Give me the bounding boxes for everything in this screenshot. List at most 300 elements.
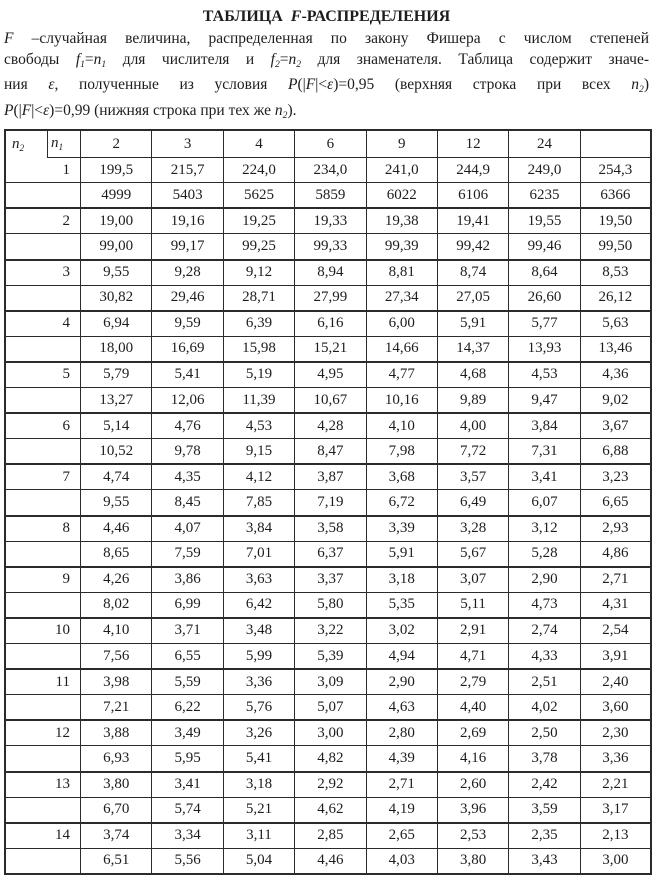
value-cell: 26,60: [509, 286, 580, 312]
value-cell: 3,36: [224, 670, 295, 695]
value-cell: 3,80: [438, 849, 509, 875]
text-segment: F: [4, 30, 14, 47]
value-cell: 99,17: [152, 234, 223, 260]
value-cell: 249,0: [509, 158, 580, 183]
value-cell: 9,89: [438, 388, 509, 414]
value-cell: 3,84: [224, 517, 295, 542]
intro-line-2: [4, 50, 649, 76]
value-cell: 4,02: [509, 695, 580, 721]
row-n2-11-p095: [6, 670, 652, 695]
row-n2-1-p095: [6, 158, 652, 183]
row-n2-14-p095: [6, 824, 652, 849]
header-n1: [48, 131, 81, 158]
row-n2-10-p099: [6, 644, 652, 670]
value-cell: 5,91: [438, 312, 509, 337]
value-cell: 99,50: [581, 234, 652, 260]
empty-label-cell: [6, 644, 81, 670]
value-cell: 3,91: [581, 644, 652, 670]
value-cell: 2,85: [295, 824, 366, 849]
text-segment: f: [270, 50, 275, 68]
value-cell: 4,53: [224, 414, 295, 439]
value-cell: 7,59: [152, 542, 223, 568]
value-cell: 3,59: [509, 798, 580, 824]
value-cell: 2,40: [581, 670, 652, 695]
value-cell: 3,60: [581, 695, 652, 721]
value-cell: 4,00: [438, 414, 509, 439]
value-cell: 3,68: [367, 465, 438, 490]
value-cell: 5,79: [81, 363, 152, 388]
row-n2-label: 13: [6, 773, 81, 798]
value-cell: 14,66: [367, 337, 438, 363]
text-segment: ): [643, 76, 649, 94]
row-n2-5-p095: [6, 363, 652, 388]
text-segment: P: [288, 76, 298, 94]
value-cell: 3,58: [295, 517, 366, 542]
value-cell: 3,74: [81, 824, 152, 849]
value-cell: 8,47: [295, 439, 366, 465]
empty-label-cell: [6, 746, 81, 772]
value-cell: 3,63: [224, 568, 295, 593]
value-cell: 7,19: [295, 490, 366, 516]
value-cell: 6,22: [152, 695, 223, 721]
value-cell: 19,38: [367, 209, 438, 234]
value-cell: 9,59: [152, 312, 223, 337]
value-cell: 2,51: [509, 670, 580, 695]
value-cell: 6022: [367, 183, 438, 209]
text-segment: n: [631, 76, 640, 94]
value-cell: 3,02: [367, 619, 438, 644]
value-cell: 18,00: [81, 337, 152, 363]
value-cell: 4,31: [581, 593, 652, 619]
row-n2-4-p099: [6, 337, 652, 363]
text-segment: P: [4, 101, 14, 119]
row-n2-label: 3: [6, 261, 81, 286]
row-n2-4-p095: [6, 312, 652, 337]
empty-label-cell: [6, 849, 81, 875]
value-cell: 6,00: [367, 312, 438, 337]
value-cell: 4,62: [295, 798, 366, 824]
value-cell: 6,88: [581, 439, 652, 465]
row-n2-10-p095: [6, 619, 652, 644]
value-cell: 2,92: [295, 773, 366, 798]
value-cell: 5,41: [152, 363, 223, 388]
value-cell: 27,99: [295, 286, 366, 312]
value-cell: 8,65: [81, 542, 152, 568]
empty-label-cell: [6, 490, 81, 516]
value-cell: 6,37: [295, 542, 366, 568]
value-cell: 5,19: [224, 363, 295, 388]
value-cell: 99,39: [367, 234, 438, 260]
value-cell: 6,99: [152, 593, 223, 619]
empty-label-cell: [6, 183, 81, 209]
empty-label-cell: [6, 542, 81, 568]
value-cell: 99,46: [509, 234, 580, 260]
row-n2-label: 5: [6, 363, 81, 388]
value-cell: 10,52: [81, 439, 152, 465]
value-cell: 9,55: [81, 490, 152, 516]
value-cell: 3,37: [295, 568, 366, 593]
value-cell: 8,45: [152, 490, 223, 516]
value-cell: 15,98: [224, 337, 295, 363]
value-cell: 2,13: [581, 824, 652, 849]
row-n2-label: 8: [6, 517, 81, 542]
value-cell: 5,07: [295, 695, 366, 721]
value-cell: 99,00: [81, 234, 152, 260]
value-cell: 19,55: [509, 209, 580, 234]
text-segment: f: [75, 50, 81, 68]
text-segment: -РАСПРЕДЕЛЕНИЯ: [301, 8, 451, 25]
value-cell: 3,41: [509, 465, 580, 490]
row-n2-label: 14: [6, 824, 81, 849]
value-cell: 3,41: [152, 773, 223, 798]
value-cell: 2,79: [438, 670, 509, 695]
value-cell: 4,86: [581, 542, 652, 568]
value-cell: 4,53: [509, 363, 580, 388]
text-segment: =: [279, 50, 289, 68]
value-cell: 5403: [152, 183, 223, 209]
row-n2-label: 11: [6, 670, 81, 695]
text-segment: 2: [274, 58, 280, 70]
value-cell: 5625: [224, 183, 295, 209]
value-cell: 4,68: [438, 363, 509, 388]
value-cell: 5,35: [367, 593, 438, 619]
value-cell: 6,07: [509, 490, 580, 516]
value-cell: 7,98: [367, 439, 438, 465]
value-cell: 4,94: [367, 644, 438, 670]
value-cell: 6,72: [367, 490, 438, 516]
value-cell: 7,21: [81, 695, 152, 721]
column-header-4: 4: [224, 131, 295, 158]
value-cell: 5,74: [152, 798, 223, 824]
value-cell: 4,95: [295, 363, 366, 388]
value-cell: 30,82: [81, 286, 152, 312]
value-cell: 4,40: [438, 695, 509, 721]
value-cell: 2,69: [438, 721, 509, 746]
value-cell: 3,88: [81, 721, 152, 746]
row-n2-2-p095: [6, 209, 652, 234]
value-cell: 4,33: [509, 644, 580, 670]
value-cell: 4,16: [438, 746, 509, 772]
value-cell: 4,35: [152, 465, 223, 490]
value-cell: 15,21: [295, 337, 366, 363]
text-segment: n: [93, 50, 102, 68]
value-cell: 4,39: [367, 746, 438, 772]
value-cell: 4,03: [367, 849, 438, 875]
header-n2: [6, 131, 48, 158]
text-segment: )=0,95 (верхняя строка при всех: [333, 76, 632, 94]
row-n2-12-p099: [6, 746, 652, 772]
column-header-blank: [581, 131, 652, 158]
text-segment: 1: [101, 58, 107, 70]
row-n2-1-p099: [6, 183, 652, 209]
column-header-6: 6: [295, 131, 366, 158]
value-cell: 3,22: [295, 619, 366, 644]
value-cell: 5,91: [367, 542, 438, 568]
value-cell: 5,77: [509, 312, 580, 337]
value-cell: 5,59: [152, 670, 223, 695]
value-cell: 215,7: [152, 158, 223, 183]
value-cell: 3,12: [509, 517, 580, 542]
value-cell: 241,0: [367, 158, 438, 183]
value-cell: 19,00: [81, 209, 152, 234]
value-cell: 9,78: [152, 439, 223, 465]
value-cell: 2,71: [367, 773, 438, 798]
value-cell: 9,15: [224, 439, 295, 465]
value-cell: 4,26: [81, 568, 152, 593]
row-n2-3-p095: [6, 261, 652, 286]
row-n2-label: 2: [6, 209, 81, 234]
value-cell: 10,16: [367, 388, 438, 414]
empty-label-cell: [6, 234, 81, 260]
text-segment: ТАБЛИЦА: [202, 8, 291, 25]
value-cell: 3,71: [152, 619, 223, 644]
row-n2-7-p095: [6, 465, 652, 490]
text-segment: ε: [48, 76, 55, 94]
text-segment: 2: [282, 109, 288, 121]
row-n2-8-p099: [6, 542, 652, 568]
text-segment: ).: [287, 101, 297, 119]
value-cell: 7,72: [438, 439, 509, 465]
value-cell: 19,50: [581, 209, 652, 234]
column-header-9: 9: [367, 131, 438, 158]
text-segment: –случайная величина, распределенная по закону Фишера с числом степеней: [13, 30, 649, 47]
text-segment: n: [51, 135, 59, 152]
column-header-2: 2: [81, 131, 152, 158]
value-cell: 2,91: [438, 619, 509, 644]
empty-label-cell: [6, 593, 81, 619]
value-cell: 8,53: [581, 261, 652, 286]
value-cell: 2,93: [581, 517, 652, 542]
value-cell: 3,36: [581, 746, 652, 772]
value-cell: 5,04: [224, 849, 295, 875]
value-cell: 6,42: [224, 593, 295, 619]
empty-label-cell: [6, 695, 81, 721]
value-cell: 6,51: [81, 849, 152, 875]
text-segment: свободы: [4, 50, 76, 68]
value-cell: 13,46: [581, 337, 652, 363]
row-n2-5-p099: [6, 388, 652, 414]
value-cell: 4,63: [367, 695, 438, 721]
value-cell: 3,86: [152, 568, 223, 593]
value-cell: 5,56: [152, 849, 223, 875]
row-n2-label: 1: [6, 158, 81, 183]
value-cell: 19,16: [152, 209, 223, 234]
value-cell: 14,37: [438, 337, 509, 363]
value-cell: 2,53: [438, 824, 509, 849]
f-distribution-table: [4, 129, 652, 875]
value-cell: 2,30: [581, 721, 652, 746]
row-n2-label: 10: [6, 619, 81, 644]
row-n2-label: 9: [6, 568, 81, 593]
value-cell: 8,94: [295, 261, 366, 286]
text-segment: F: [290, 8, 302, 25]
value-cell: 10,67: [295, 388, 366, 414]
value-cell: 3,80: [81, 773, 152, 798]
text-segment: 2: [296, 58, 302, 70]
row-n2-8-p095: [6, 517, 652, 542]
row-n2-6-p095: [6, 414, 652, 439]
row-n2-9-p099: [6, 593, 652, 619]
value-cell: 3,28: [438, 517, 509, 542]
value-cell: 3,43: [509, 849, 580, 875]
value-cell: 2,74: [509, 619, 580, 644]
value-cell: 3,67: [581, 414, 652, 439]
value-cell: 19,41: [438, 209, 509, 234]
value-cell: 234,0: [295, 158, 366, 183]
value-cell: 2,90: [509, 568, 580, 593]
value-cell: 3,26: [224, 721, 295, 746]
intro-paragraph: [4, 29, 649, 126]
value-cell: 6,93: [81, 746, 152, 772]
row-n2-3-p099: [6, 286, 652, 312]
value-cell: 5,11: [438, 593, 509, 619]
row-n2-label: 7: [6, 465, 81, 490]
value-cell: 19,33: [295, 209, 366, 234]
value-cell: 2,60: [438, 773, 509, 798]
value-cell: 199,5: [81, 158, 152, 183]
empty-label-cell: [6, 439, 81, 465]
value-cell: 5,28: [509, 542, 580, 568]
text-segment: 2: [639, 84, 644, 96]
value-cell: 8,02: [81, 593, 152, 619]
value-cell: 9,02: [581, 388, 652, 414]
row-n2-6-p099: [6, 439, 652, 465]
text-segment: ния: [4, 76, 49, 94]
text-segment: n: [274, 101, 283, 119]
empty-label-cell: [6, 798, 81, 824]
value-cell: 9,47: [509, 388, 580, 414]
row-n2-label: 12: [6, 721, 81, 746]
text-segment: =: [84, 50, 94, 68]
value-cell: 5,99: [224, 644, 295, 670]
row-n2-13-p099: [6, 798, 652, 824]
value-cell: 5,95: [152, 746, 223, 772]
value-cell: 4,76: [152, 414, 223, 439]
value-cell: 4,82: [295, 746, 366, 772]
value-cell: 13,27: [81, 388, 152, 414]
row-n2-13-p095: [6, 773, 652, 798]
value-cell: 28,71: [224, 286, 295, 312]
text-segment: 1: [58, 143, 64, 154]
value-cell: 3,00: [295, 721, 366, 746]
value-cell: 7,56: [81, 644, 152, 670]
value-cell: 99,33: [295, 234, 366, 260]
value-cell: 2,50: [509, 721, 580, 746]
value-cell: 4,46: [81, 517, 152, 542]
value-cell: 3,39: [367, 517, 438, 542]
value-cell: 6,94: [81, 312, 152, 337]
table-header-row: [6, 131, 652, 158]
row-n2-14-p099: [6, 849, 652, 875]
empty-label-cell: [6, 337, 81, 363]
value-cell: 4,71: [438, 644, 509, 670]
value-cell: 6,39: [224, 312, 295, 337]
value-cell: 5,63: [581, 312, 652, 337]
value-cell: 5,76: [224, 695, 295, 721]
value-cell: 13,93: [509, 337, 580, 363]
value-cell: 11,39: [224, 388, 295, 414]
row-n2-label: 4: [6, 312, 81, 337]
text-segment: ε: [327, 76, 334, 94]
value-cell: 6366: [581, 183, 652, 209]
value-cell: 3,18: [367, 568, 438, 593]
row-n2-7-p099: [6, 490, 652, 516]
value-cell: 244,9: [438, 158, 509, 183]
value-cell: 5,14: [81, 414, 152, 439]
value-cell: 2,35: [509, 824, 580, 849]
value-cell: 9,55: [81, 261, 152, 286]
text-segment: F: [21, 101, 32, 119]
column-header-12: 12: [438, 131, 509, 158]
text-segment: |<: [315, 76, 328, 94]
value-cell: 254,3: [581, 158, 652, 183]
text-segment: ε: [43, 101, 50, 119]
value-cell: 12,06: [152, 388, 223, 414]
value-cell: 8,74: [438, 261, 509, 286]
value-cell: 7,01: [224, 542, 295, 568]
value-cell: 16,69: [152, 337, 223, 363]
value-cell: 7,31: [509, 439, 580, 465]
value-cell: 4,12: [224, 465, 295, 490]
value-cell: 9,12: [224, 261, 295, 286]
value-cell: 3,18: [224, 773, 295, 798]
text-segment: n: [288, 50, 297, 68]
value-cell: 4,46: [295, 849, 366, 875]
value-cell: 5,67: [438, 542, 509, 568]
value-cell: 4999: [81, 183, 152, 209]
value-cell: 3,09: [295, 670, 366, 695]
intro-line-3: [4, 75, 649, 101]
value-cell: 19,25: [224, 209, 295, 234]
value-cell: 2,42: [509, 773, 580, 798]
value-cell: 3,34: [152, 824, 223, 849]
column-header-24: 24: [509, 131, 580, 158]
text-segment: , полученные из условия: [54, 76, 289, 94]
row-n2-label: 6: [6, 414, 81, 439]
value-cell: 6,16: [295, 312, 366, 337]
value-cell: 3,96: [438, 798, 509, 824]
intro-line-1: [4, 29, 649, 50]
value-cell: 3,87: [295, 465, 366, 490]
value-cell: 5,80: [295, 593, 366, 619]
value-cell: 99,25: [224, 234, 295, 260]
value-cell: 5859: [295, 183, 366, 209]
value-cell: 4,73: [509, 593, 580, 619]
value-cell: 5,41: [224, 746, 295, 772]
value-cell: 2,54: [581, 619, 652, 644]
empty-label-cell: [6, 388, 81, 414]
text-segment: F: [305, 76, 316, 94]
value-cell: 2,80: [367, 721, 438, 746]
value-cell: 27,05: [438, 286, 509, 312]
page-title: [4, 7, 649, 27]
value-cell: 29,46: [152, 286, 223, 312]
value-cell: 3,49: [152, 721, 223, 746]
row-n2-2-p099: [6, 234, 652, 260]
value-cell: 6235: [509, 183, 580, 209]
value-cell: 99,42: [438, 234, 509, 260]
value-cell: 5,21: [224, 798, 295, 824]
text-segment: |<: [31, 101, 44, 119]
value-cell: 2,71: [581, 568, 652, 593]
value-cell: 6106: [438, 183, 509, 209]
intro-line-4: [4, 101, 649, 127]
value-cell: 4,28: [295, 414, 366, 439]
value-cell: 4,74: [81, 465, 152, 490]
text-segment: для знаменателя. Таблица содержит значе-: [301, 50, 649, 68]
value-cell: 3,00: [581, 849, 652, 875]
value-cell: 5,39: [295, 644, 366, 670]
